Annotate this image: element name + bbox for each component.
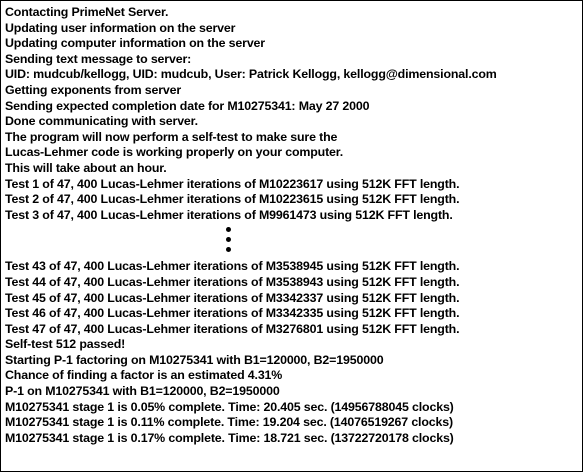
log-line: P-1 on M10275341 with B1=120000, B2=1950000 [5, 384, 280, 399]
log-line: UID: mudcub/kellogg, UID: mudcub, User: Patrick Kellogg, kellogg@dimensional.com [5, 67, 497, 82]
log-line: Test 47 of 47, 400 Lucas-Lehmer iterations of M3276801 using 512K FFT length. [5, 321, 460, 336]
log-line: Test 46 of 47, 400 Lucas-Lehmer iterations of M3342335 using 512K FFT length. [5, 306, 460, 321]
ellipsis-dot [226, 237, 231, 242]
log-line: Test 43 of 47, 400 Lucas-Lehmer iterations of M3538945 using 512K FFT length. [5, 259, 460, 274]
log-line: Test 2 of 47, 400 Lucas-Lehmer iterations of M10223615 using 512K FFT length. [5, 192, 460, 207]
omitted-lines-ellipsis [5, 223, 580, 259]
log-line: Test 3 of 47, 400 Lucas-Lehmer iterations of M9961473 using 512K FFT length. [5, 207, 453, 222]
log-line: Lucas-Lehmer code is working properly on your computer. [5, 145, 344, 160]
log-line: Sending text message to server: [5, 51, 192, 66]
log-line: M10275341 stage 1 is 0.17% complete. Time: 18.721 sec. (13722720178 clocks) [5, 430, 454, 445]
log-line: Starting P-1 factoring on M10275341 with B1=120000, B2=1950000 [5, 352, 384, 367]
log-line: M10275341 stage 1 is 0.11% complete. Time: 19.204 sec. (14076519267 clocks) [5, 415, 453, 430]
log-line: Updating user information on the server [5, 20, 236, 35]
log-line: The program will now perform a self-test to make sure the [5, 129, 338, 144]
log-line: Test 44 of 47, 400 Lucas-Lehmer iterations of M3538943 using 512K FFT length. [5, 274, 460, 289]
log-line: Contacting PrimeNet Server. [5, 5, 169, 19]
log-line: M10275341 stage 1 is 0.05% complete. Time: 20.405 sec. (14956788045 clocks) [5, 399, 454, 414]
log-line: Self-test 512 passed! [5, 337, 126, 352]
log-line: Test 45 of 47, 400 Lucas-Lehmer iterations of M3342337 using 512K FFT length. [5, 290, 460, 305]
log-line: Done communicating with server. [5, 114, 198, 129]
log-line: Sending expected completion date for M10275341: May 27 2000 [5, 98, 370, 113]
ellipsis-dot [226, 227, 231, 232]
log-line: Chance of finding a factor is an estimated 4.31% [5, 368, 283, 383]
log-line: Updating computer information on the server [5, 36, 265, 51]
log-line: Getting exponents from server [5, 82, 182, 97]
ellipsis-dot [226, 247, 231, 252]
log-line: This will take about an hour. [5, 160, 167, 175]
console-log-text [5, 5, 580, 446]
log-line: Test 1 of 47, 400 Lucas-Lehmer iterations of M10223617 using 512K FFT length. [5, 176, 460, 191]
